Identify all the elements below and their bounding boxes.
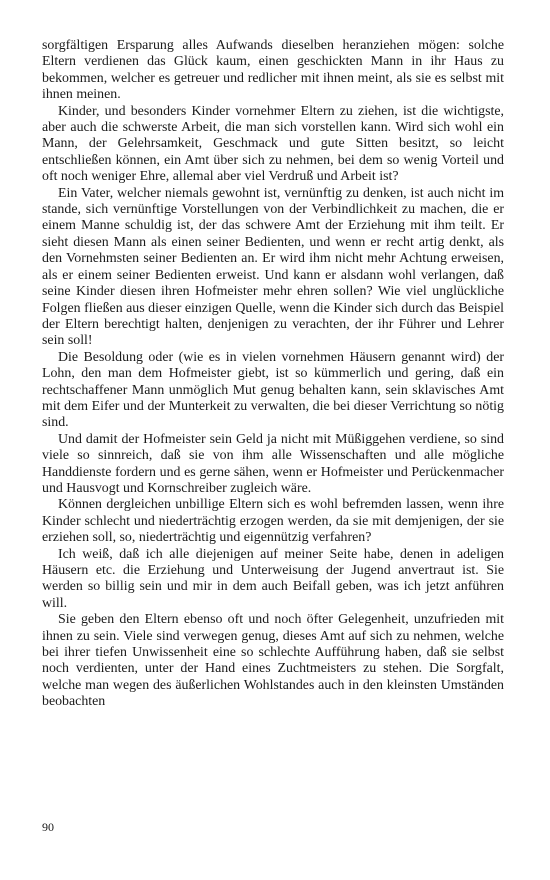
paragraph-1: sorgfältigen Ersparung alles Aufwands dieselben heranziehen mögen: solche Eltern verdienen das Glück kaum, einen geschickten Mann in ihr Haus zu bekommen, welcher es getreuer und redlicher mit ihnen meint, als sie es selbst mit ihnen meinen. — [42, 38, 504, 103]
paragraph-2: Kinder, und besonders Kinder vornehmer Eltern zu ziehen, ist die wichtigste, aber auch die schwerste Arbeit, die man sich vorstellen kann. Wird sich wohl ein Mann, der Gelehrsamkeit, Geschmack und gute Sitten besitzt, so leicht entschließen können, ein Amt über sich zu nehmen, bei dem so wenig Vorteil und oft noch weniger Ehre, allemal aber viel Verdruß und Arbeit ist? — [42, 103, 504, 185]
paragraph-6: Können dergleichen unbillige Eltern sich es wohl befremden lassen, wenn ihre Kinder schlecht und niederträchtig erzogen werden, da sie mit demjenigen, der sie erziehen soll, so, niederträchtig und eigennützig verfahren? — [42, 497, 504, 546]
paragraph-5: Und damit der Hofmeister sein Geld ja nicht mit Müßiggehen verdiene, so sind viele so sinnreich, daß sie von ihm alle Wissenschaften und alle mögliche Handdienste fordern und es gerne sähen, wenn er Hofmeister und Perückenmacher und Hausvogt und Kornschreiber zugleich wäre. — [42, 431, 504, 496]
paragraph-3: Ein Vater, welcher niemals gewohnt ist, vernünftig zu denken, ist auch nicht im stande, sich vernünftige Vorstellungen von der Verbindlichkeit zu machen, die er einem Manne schuldig ist, der das schwere Amt der Erziehung mit ihm teilt. Er sieht diesen Mann als einen seiner Bedienten, und wenn er recht artig denkt, als den Vornehmsten seiner Bedienten an. Er wird ihm nicht mehr Achtung erweisen, als er einem seiner Bedienten erweist. Und kann er alsdann wohl verlangen, daß seine Kinder diesen ihren Hofmeister mehr ehren sollen? Wie viel unglückliche Folgen fließen aus dieser einzigen Quelle, wenn die Kinder sich durch das Beispiel der Eltern berechtigt halten, denjenigen zu verachten, der ihr Führer und Lehrer sein soll! — [42, 185, 504, 349]
paragraph-7: Ich weiß, daß ich alle diejenigen auf meiner Seite habe, denen in adeligen Häusern etc. die Erziehung und Unterweisung der Jugend anvertraut ist. Sie werden so billig sein und mir in dem auch Beifall geben, was ich jetzt anführen will. — [42, 546, 504, 611]
page-number: 90 — [42, 820, 54, 834]
paragraph-8: Sie geben den Eltern ebenso oft und noch öfter Gelegenheit, unzufrieden mit ihnen zu sein. Viele sind verwegen genug, dieses Amt auf sich zu nehmen, welche bei ihrer tiefen Unwissenheit eine so schlechte Aufführung haben, daß sie selbst noch verdienten, unter der Hand eines Zuchtmeisters zu stehen. Die Sorgfalt, welche man wegen des äußerlichen Wohlstandes auch in den kleinsten Umständen beobachten — [42, 612, 504, 710]
paragraph-4: Die Besoldung oder (wie es in vielen vornehmen Häusern genannt wird) der Lohn, den man dem Hofmeister giebt, ist so kümmerlich und gering, daß ein rechtschaffener Mann unmöglich Mut genug behalten kann, sein sklavisches Amt mit dem Eifer und der Munterkeit zu verwalten, die bei dieser Verrichtung so nötig sind. — [42, 349, 504, 431]
page-body — [42, 38, 504, 711]
